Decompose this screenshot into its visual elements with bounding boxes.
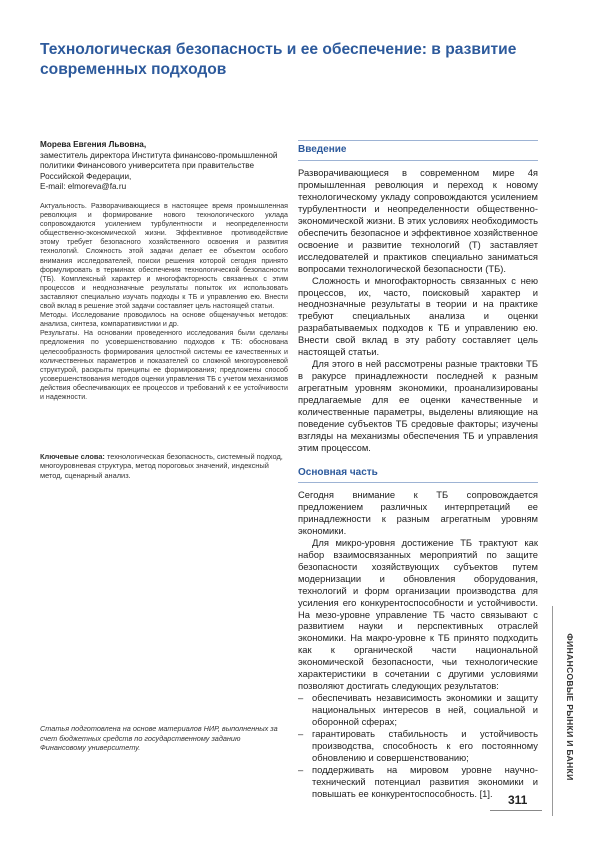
main-text [298,489,538,800]
author-name: Морева Евгения Львовна, [40,140,147,149]
journal-section-label: ФИНАНСОВЫЕ РЫНКИ И БАНКИ [565,633,575,781]
keywords-text: технологическая безопасность, системный подход, многоуровневая структура, метод пороговых значений, индексный метод, сценарный анализ. [40,452,283,480]
list-item: – гарантировать стабильность и устойчивость производства, способность к его постоянному обновлению и совершенствованию; [298,728,538,763]
results-list [298,692,538,800]
section-heading-main: Основная часть [298,467,378,478]
keywords-label: Ключевые слова: [40,452,105,461]
funding-footnote: Статья подготовлена на основе материалов НИР, выполненных за счет бюджетных средств по государственному заданию Финансовому университету. [40,724,278,753]
intro-paragraph-3: Для этого в ней рассмотрены разные трактовки ТБ в ракурсе принадлежности последней к разным агрегатным уровням экономики, проанализированы предлагаемые для ее оценки качественные и количественные параметры, выделены влияющие на поведение субъектов ТБ средовые факторы; изучены взгляды на механизмы обеспечения ТБ и управления этим процессом. [298,358,538,453]
main-paragraph-1: Сегодня внимание к ТБ сопровождается предложением различных интерпретаций ее принадлежности к разным агрегатным уровням экономики. [298,489,538,536]
list-dash: – [298,763,304,775]
section-underline-main [298,482,538,483]
abstract-relevance: Актуальность. Разворачивающиеся в настоящее время промышленная революция и формирование нового технологического уклада сопровождаются усилением турбулентности и неопределенности общественно-экономической жизни. Эффективное противодействие этому требует безопасного хозяйственного освоения и развития технологий. Сложность этой задачи делает ее объектом особого внимания исследователей, поиски решения которой сегодня принято формулировать в терминах обеспечения технологической безопасности (ТБ). Комплексный характер и многофакторность связанных с этим процессов и неоднозначные результаты попыток их использовать заставляют специально изучать подходы к ТБ и управлению ею. Внести свой вклад в решение этой задачи составляет цель настоящей статьи. [40,202,288,311]
abstract-methods: Методы. Исследование проводилось на основе общенаучных методов: анализа, синтеза, компаративистики и др. [40,311,288,329]
section-heading-intro: Введение [298,144,347,155]
list-item: – обеспечивать независимость экономики и защиту национальных интересов в ней, социальной и оборонной сферах; [298,692,538,728]
abstract-results: Результаты. На основании проведенного исследования были сделаны предложения по усовершенствованию подходов к ТБ: обоснована целесообразность формирования целостной системы ее качественных и количественных параметров и показателей со сложной многоуровневой структурой, раскрыты принципы ее формирования; предложены способ усовершенствования методов оценки управления ТБ с учетом механизмов действия обеспечивающих ее процессов и требований к ее устойчивости и надежности. [40,329,288,401]
intro-paragraph-1: Разворачивающиеся в современном мире 4я промышленная революция и переход к новому технологическому укладу сопровождаются усилением турбулентности и неопределенности общественно-экономической жизни. В этих условиях необходимость обеспечить безопасное и эффективное хозяйственное освоение и развитие технологий (Т) заставляет исследователей и практиков специально заниматься вопросами технологической безопасности (ТБ). [298,167,538,274]
side-divider [552,606,553,816]
intro-paragraph-2: Сложность и многофакторность связанных с нею процессов, их, часто, поисковый характер и неоднозначные результаты в теории и на практике требуют специальных анализа и оценки разрабатываемых подходов к ТБ и управлению ею. Внести свой вклад в эту работу составляет цель настоящей статьи. [298,274,538,358]
section-rule-intro [298,140,538,141]
section-underline-intro [298,160,538,161]
main-paragraph-2: Для микро-уровня достижение ТБ трактуют как набор взаимосвязанных мероприятий по защите безопасности хозяйствующих субъектов путем модернизации и обновления оборудования, технологий и форм организации производства для усиления его конкурентоспособности и устойчивости. На мезо-уровне управление ТБ часто связывают с развитием науки и перспективных отраслей экономики. На макро-уровне к ТБ принято подходить как к органической части национальной экономической безопасности, чьи технологические характеристики в сочетании с другими условиями позволяют достигать следующих результатов: [298,536,538,692]
author-email: E-mail: elmoreva@fa.ru [40,182,127,192]
author-block [40,140,288,193]
page-number: 311 [508,793,528,807]
article-title: Технологическая безопасность и ее обеспечение: в развитие современных подходов [40,41,517,78]
page-number-rule [490,810,542,811]
intro-text [298,167,538,454]
keywords [40,452,288,480]
list-dash: – [298,728,304,740]
abstract [40,202,288,402]
list-dash: – [298,692,304,704]
list-item: – поддерживать на мировом уровне научно-технический потенциал развития экономики и повышать ее конкурентоспособность. [1]. [298,763,538,799]
author-affiliation: заместитель директора Института финансово-промышленной политики Финансового университета при правительстве Российской Федерации, [40,150,278,181]
